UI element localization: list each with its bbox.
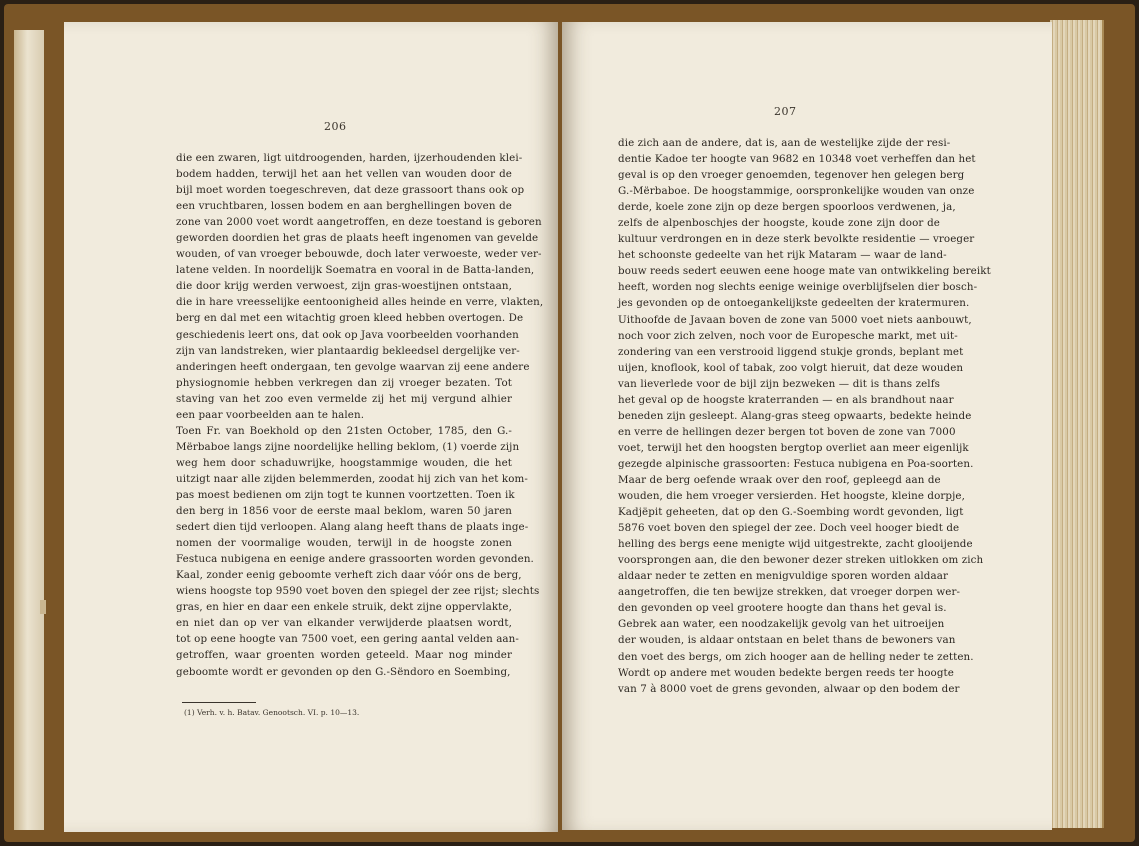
body-text (176, 150, 544, 680)
text-line: tot op eene hoogte van 7500 voet, een gering aantal velden aan- (176, 633, 519, 646)
text-line: Kadjëpit geheeten, dat op den G.-Soembing wordt gevonden, ligt (618, 506, 964, 519)
text-line: jes gevonden op de ontoegankelijkste gedeelten der kratermuren. (618, 297, 970, 310)
text-line: 5876 voet boven den spiegel der zee. Doch veel hooger biedt de (618, 522, 960, 535)
text-line: Wordt op andere met wouden bedekte bergen reeds ter hoogte (618, 666, 954, 679)
text-line: voet, terwijl het den hoogsten bergtop overliet aan meer eigenlijk (618, 441, 969, 454)
left-page-stack (14, 30, 44, 830)
text-line: Kaal, zonder eenig geboomte verheft zich daar vóór ons de berg, (176, 569, 522, 582)
text-line: anderingen heeft ondergaan, ten gevolge waarvan zij eene andere (176, 360, 530, 373)
text-line: den gevonden op veel grootere hoogte dan thans het geval is. (618, 602, 947, 615)
text-line: bodem hadden, terwijl het aan het vellen van wouden door de (176, 168, 512, 181)
text-line: physiognomie hebben verkregen dan zij vroeger bezaten. Tot (176, 376, 512, 389)
text-line: het schoonste gedeelte van het rijk Mataram — waar de land- (618, 249, 947, 262)
right-page (562, 22, 1052, 830)
text-line: Mërbaboe langs zijne noordelijke helling beklom, (1) voerde zijn (176, 440, 520, 453)
text-line: pas moest bedienen om zijn togt te kunnen voortzetten. Toen ik (176, 488, 515, 501)
text-line: Gebrek aan water, een noodzakelijk gevolg van het uitroeijen (618, 618, 945, 631)
text-line: zelfs de alpenboschjes der hoogste, koude zone zijn door de (618, 217, 940, 230)
text-line: zijn van landstreken, wier plantaardig bekleedsel dergelijke ver- (176, 344, 520, 357)
text-line: geboomte wordt er gevonden op den G.-Sëndoro en Soembing, (176, 665, 511, 678)
text-line: een vruchtbaren, lossen bodem en aan berghellingen boven de (176, 200, 512, 213)
footnote: (1) Verh. v. h. Batav. Genootsch. VI. p. 10—13. (184, 708, 360, 717)
text-line: getroffen, waar groenten worden geteeld. Maar nog minder (176, 649, 512, 662)
body-text (618, 135, 991, 697)
text-line: en niet dan op ver van elkander verwijderde plaatsen wordt, (176, 617, 512, 630)
text-line: berg en dal met een witachtig groen kleed hebben overtogen. De (176, 312, 524, 325)
text-line: heeft, worden nog slechts eenige weinige overblijfselen dier bosch- (618, 281, 978, 294)
text-line: nomen der voormalige wouden, terwijl in de hoogste zonen (176, 537, 512, 550)
text-line: aangetroffen, die ten bewijze strekken, dat vroeger dorpen wer- (618, 586, 961, 599)
text-line: uitzigt naar alle zijden belemmerden, zoodat hij zich van het kom- (176, 472, 528, 485)
page-edge-tab (40, 600, 46, 614)
text-line: beneden zijn gesleept. Alang-gras steeg opwaarts, bedekte heinde (618, 409, 972, 422)
text-line: weg hem door schaduwrijke, hoogstammige wouden, die het (176, 456, 512, 469)
text-line: het geval op de hoogste kraterranden — en als brandhout naar (618, 393, 954, 406)
text-line: Festuca nubigena en eenige andere grassoorten worden gevonden. (176, 553, 534, 566)
text-line: bijl moet worden toegeschreven, dat deze grassoort thans ook op (176, 184, 525, 197)
text-line: latene velden. In noordelijk Soematra en vooral in de Batta-landen, (176, 264, 535, 277)
text-line: staving van het zoo even vermelde zij het mij vergund alhier (176, 392, 512, 405)
text-line: wouden, of van vroeger bebouwde, doch later verwoeste, weder ver- (176, 248, 542, 261)
text-line: gezegde alpinische grassoorten: Festuca nubigena en Poa-soorten. (618, 457, 974, 470)
page-number: 207 (774, 105, 797, 118)
text-line: geschiedenis leert ons, dat ook op Java voorbeelden voorhanden (176, 328, 519, 341)
text-line: van lieverlede voor de bijl zijn bezweken — dit is thans zelfs (618, 377, 940, 390)
text-line: der wouden, is aldaar ontstaan en belet thans de bewoners van (618, 634, 956, 647)
text-line: aldaar neder te zetten en menigvuldige sporen worden aldaar (618, 570, 948, 583)
text-line: geval is op den vroeger genoemden, tegenover hen gelegen berg (618, 169, 965, 182)
text-line: Uithoofde de Javaan boven de zone van 5000 voet niets aanbouwt, (618, 313, 972, 326)
text-line: zondering van een verstrooid liggend stukje gronds, beplant met (618, 345, 964, 358)
left-page (64, 22, 558, 832)
text-line: die een zwaren, ligt uitdroogenden, harden, ijzerhoudenden klei- (176, 152, 523, 164)
text-line: en verre de hellingen dezer bergen tot boven de zone van 7000 (618, 425, 956, 438)
text-line: den berg in 1856 voor de eerste maal beklom, waren 50 jaren (176, 505, 512, 518)
text-line: bouw reeds sedert eeuwen eene hooge mate van ontwikkeling bereikt (618, 265, 991, 278)
text-line: Maar de berg oefende wraak over den roof, gepleegd aan de (618, 473, 941, 486)
text-line: den voet des bergs, om zich hooger aan de helling neder te zetten. (618, 650, 974, 663)
text-line: zone van 2000 voet wordt aangetroffen, en deze toestand is geboren (176, 216, 542, 229)
text-line: Toen Fr. van Boekhold op den 21sten October, 1785, den G.- (176, 424, 512, 437)
text-line: voorsprongen aan, die den bewoner dezer streken uitlokken om zich (618, 554, 984, 567)
text-line: noch voor zich zelven, noch voor de Europesche markt, met uit- (618, 329, 958, 342)
text-line: wouden, die hem vroeger versierden. Het hoogste, kleine dorpje, (618, 490, 965, 503)
right-page-stack (1050, 20, 1104, 828)
text-line: helling des bergs eene menigte wijd uitgestrekte, zacht glooijende (618, 538, 973, 551)
page-number: 206 (324, 120, 347, 133)
text-line: dentie Kadoe ter hoogte van 9682 en 10348 voet verheffen dan het (618, 153, 976, 166)
text-line: die door krijg werden verwoest, zijn gras-woestijnen ontstaan, (176, 280, 512, 293)
text-line: een paar voorbeelden aan te halen. (176, 408, 365, 421)
text-line: wiens hoogste top 9590 voet boven den spiegel der zee rijst; slechts (176, 585, 540, 598)
text-line: uijen, knoflook, kool of tabak, zoo volgt hieruit, dat deze wouden (618, 361, 964, 374)
text-line: derde, koele zone zijn op deze bergen spoorloos verdwenen, ja, (618, 201, 956, 214)
text-line: sedert dien tijd verloopen. Alang alang heeft thans de plaats inge- (176, 521, 529, 534)
text-line: die in hare vreesselijke eentoonigheid alles heinde en verre, vlakten, (176, 296, 544, 309)
text-line: geworden doordien het gras de plaats heeft ingenomen van gevelde (176, 232, 539, 245)
text-line: van 7 à 8000 voet de grens gevonden, alwaar op den bodem der (618, 682, 960, 695)
text-line: G.-Mërbaboe. De hoogstammige, oorspronkelijke wouden van onze (618, 185, 975, 198)
footnote-rule (182, 702, 256, 703)
text-line: gras, en hier en daar een enkele struik, dekt zijne oppervlakte, (176, 601, 512, 614)
text-line: die zich aan de andere, dat is, aan de westelijke zijde der resi- (618, 137, 951, 149)
text-line: kultuur verdrongen en in deze sterk bevolkte residentie — vroeger (618, 233, 975, 246)
